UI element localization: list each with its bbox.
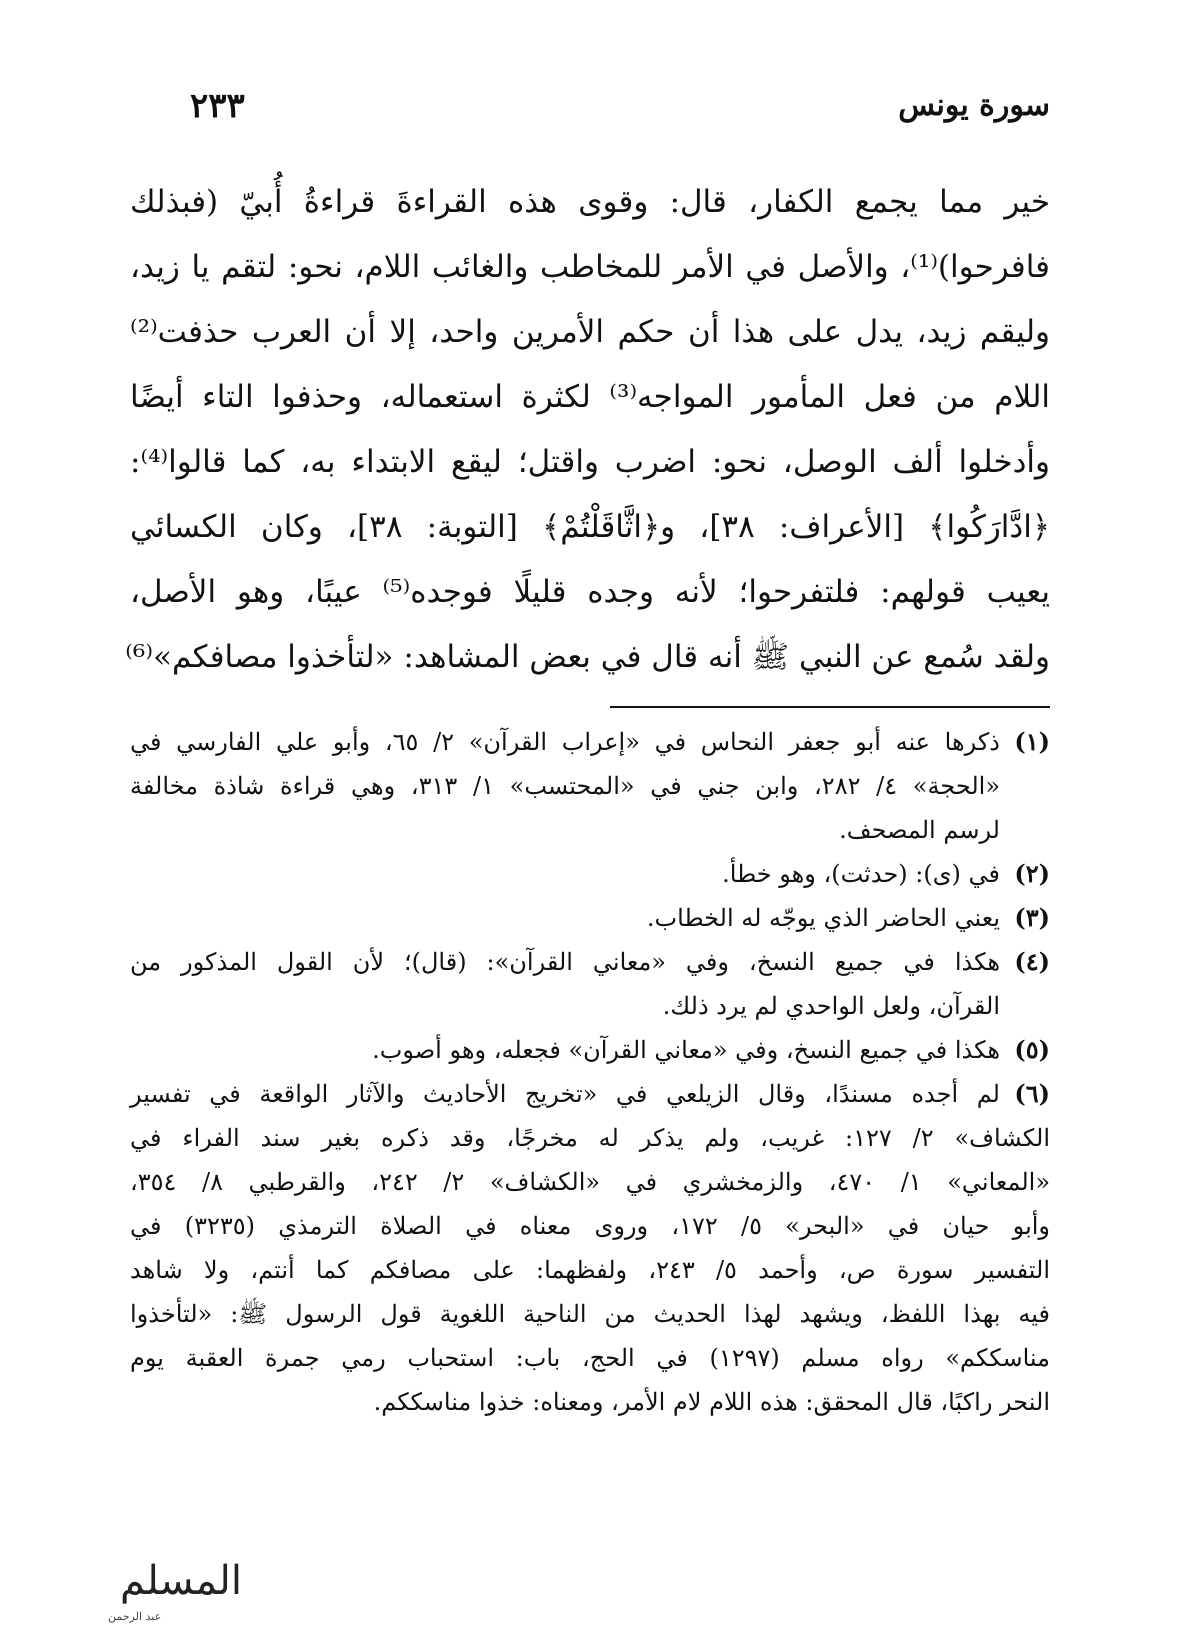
logo-subtext: عبد الرحمن (108, 1610, 162, 1623)
sura-title: سورة يونس (898, 88, 1050, 123)
main-text-line: وليقم زيد، يدل على هذا أن حكم الأمرين واحد، إلا أن العرب حذفت⁽²⁾ (130, 314, 1050, 350)
footnote-line: «المعاني» ١/ ٤٧٠، والزمخشري في «الكشاف» ٢/ ٢٤٢، والقرطبي ٨/ ٣٥٤، (130, 1168, 1051, 1196)
footnote-line: وأبو حيان في «البحر» ٥/ ١٧٢، وروى معناه في الصلاة الترمذي (٣٢٣٥) في (130, 1212, 1051, 1240)
footnote-line: فيه بهذا اللفظ، ويشهد لهذا الحديث من الناحية اللغوية قول الرسول ﷺ: «لتأخذوا (130, 1300, 1050, 1328)
footnote-line (130, 720, 1050, 764)
footnote-text: لم أجده مسندًا، وقال الزيلعي في «تخريج الأحاديث والآثار الواقعة في تفسير (130, 1080, 1000, 1108)
footnote-divider (610, 706, 1050, 708)
footnote-number: (٥) (1014, 1035, 1050, 1064)
watermark-logo (8, 1542, 242, 1637)
main-text-line: يعيب قولهم: فلتفرحوا؛ لأنه وجده قليلًا فوجده⁽⁵⁾ عيبًا، وهو الأصل، (130, 574, 1050, 610)
footnote-text: ذكرها عنه أبو جعفر النحاس في «إعراب القرآن» ٢/ ٦٥، وأبو علي الفارسي في (130, 728, 1000, 756)
footnote-line: مناسككم» رواه مسلم (١٢٩٧) في الحج، باب: استحباب رمي جمرة العقبة يوم (130, 1344, 1050, 1372)
footnotes (130, 720, 1050, 1424)
footnote-text: في (ى): (حدثت)، وهو خطأ. (722, 860, 1000, 888)
footnote-text: هكذا في جميع النسخ، وفي «معاني القرآن» فجعله، وهو أصوب. (372, 1036, 1000, 1064)
footnote-line (130, 1028, 1050, 1072)
footnote-line: «الحجة» ٤/ ٢٨٢، وابن جني في «المحتسب» ١/ ٣١٣، وهي قراءة شاذة مخالفة (130, 772, 1001, 800)
footnote-number: (١) (1014, 727, 1050, 756)
footnote-line: لرسم المصحف. (839, 816, 1000, 844)
footnote-line: التفسير سورة ص، وأحمد ٥/ ٢٤٣، ولفظهما: على مصافكم كما أنتم، ولا شاهد (130, 1256, 1050, 1284)
footnote-number: (٤) (1014, 947, 1050, 976)
footnote-text: هكذا في جميع النسخ، وفي «معاني القرآن»: (قال)؛ لأن القول المذكور من (130, 948, 1000, 976)
main-text-line: وأدخلوا ألف الوصل، نحو: اضرب واقتل؛ ليقع الابتداء به، كما قالوا⁽⁴⁾: (130, 444, 1050, 480)
footnote-number: (٦) (1014, 1079, 1050, 1108)
footnote-line (130, 896, 1050, 940)
main-text-line: ﴿ادَّارَكُوا﴾ [الأعراف: ٣٨]، و﴿اثَّاقَلْتُمْ﴾ [التوبة: ٣٨]، وكان الكسائي (130, 509, 1051, 545)
footnote-number: (٢) (1014, 859, 1050, 888)
page-header (190, 88, 1050, 138)
footnote-line (130, 852, 1050, 896)
main-text-line: اللام من فعل المأمور المواجه⁽³⁾ لكثرة استعماله، وحذفوا التاء أيضًا (130, 379, 1050, 415)
footnote-text: يعني الحاضر الذي يوجّه له الخطاب. (646, 904, 1000, 932)
footnote-number: (٣) (1014, 903, 1050, 932)
main-text (125, 170, 1051, 690)
footnote-line (130, 940, 1050, 984)
main-text-line: فافرحوا)⁽¹⁾، والأصل في الأمر للمخاطب والغائب اللام، نحو: لتقم يا زيد، (130, 249, 1050, 285)
footnote-line: النحر راكبًا، قال المحقق: هذه اللام لام الأمر، ومعناه: خذوا مناسككم. (373, 1388, 1050, 1416)
page-number: ٢٣٣ (190, 86, 245, 126)
logo-text: المسلم (120, 1558, 242, 1604)
footnote-line: القرآن، ولعل الواحدي لم يرد ذلك. (662, 992, 1000, 1020)
main-text-line: ولقد سُمع عن النبي ﷺ أنه قال في بعض المشاهد: «لتأخذوا مصافكم»⁽⁶⁾ (125, 639, 1050, 675)
main-text-line: خير مما يجمع الكفار، قال: وقوى هذه القراءةَ قراءةُ أُبيّ (فبذلك (130, 184, 1050, 220)
footnote-line: الكشاف» ٢/ ١٢٧: غريب، ولم يذكر له مخرجًا، وقد ذكره بغير سند الفراء في (130, 1124, 1050, 1152)
footnote-line (130, 1072, 1050, 1116)
